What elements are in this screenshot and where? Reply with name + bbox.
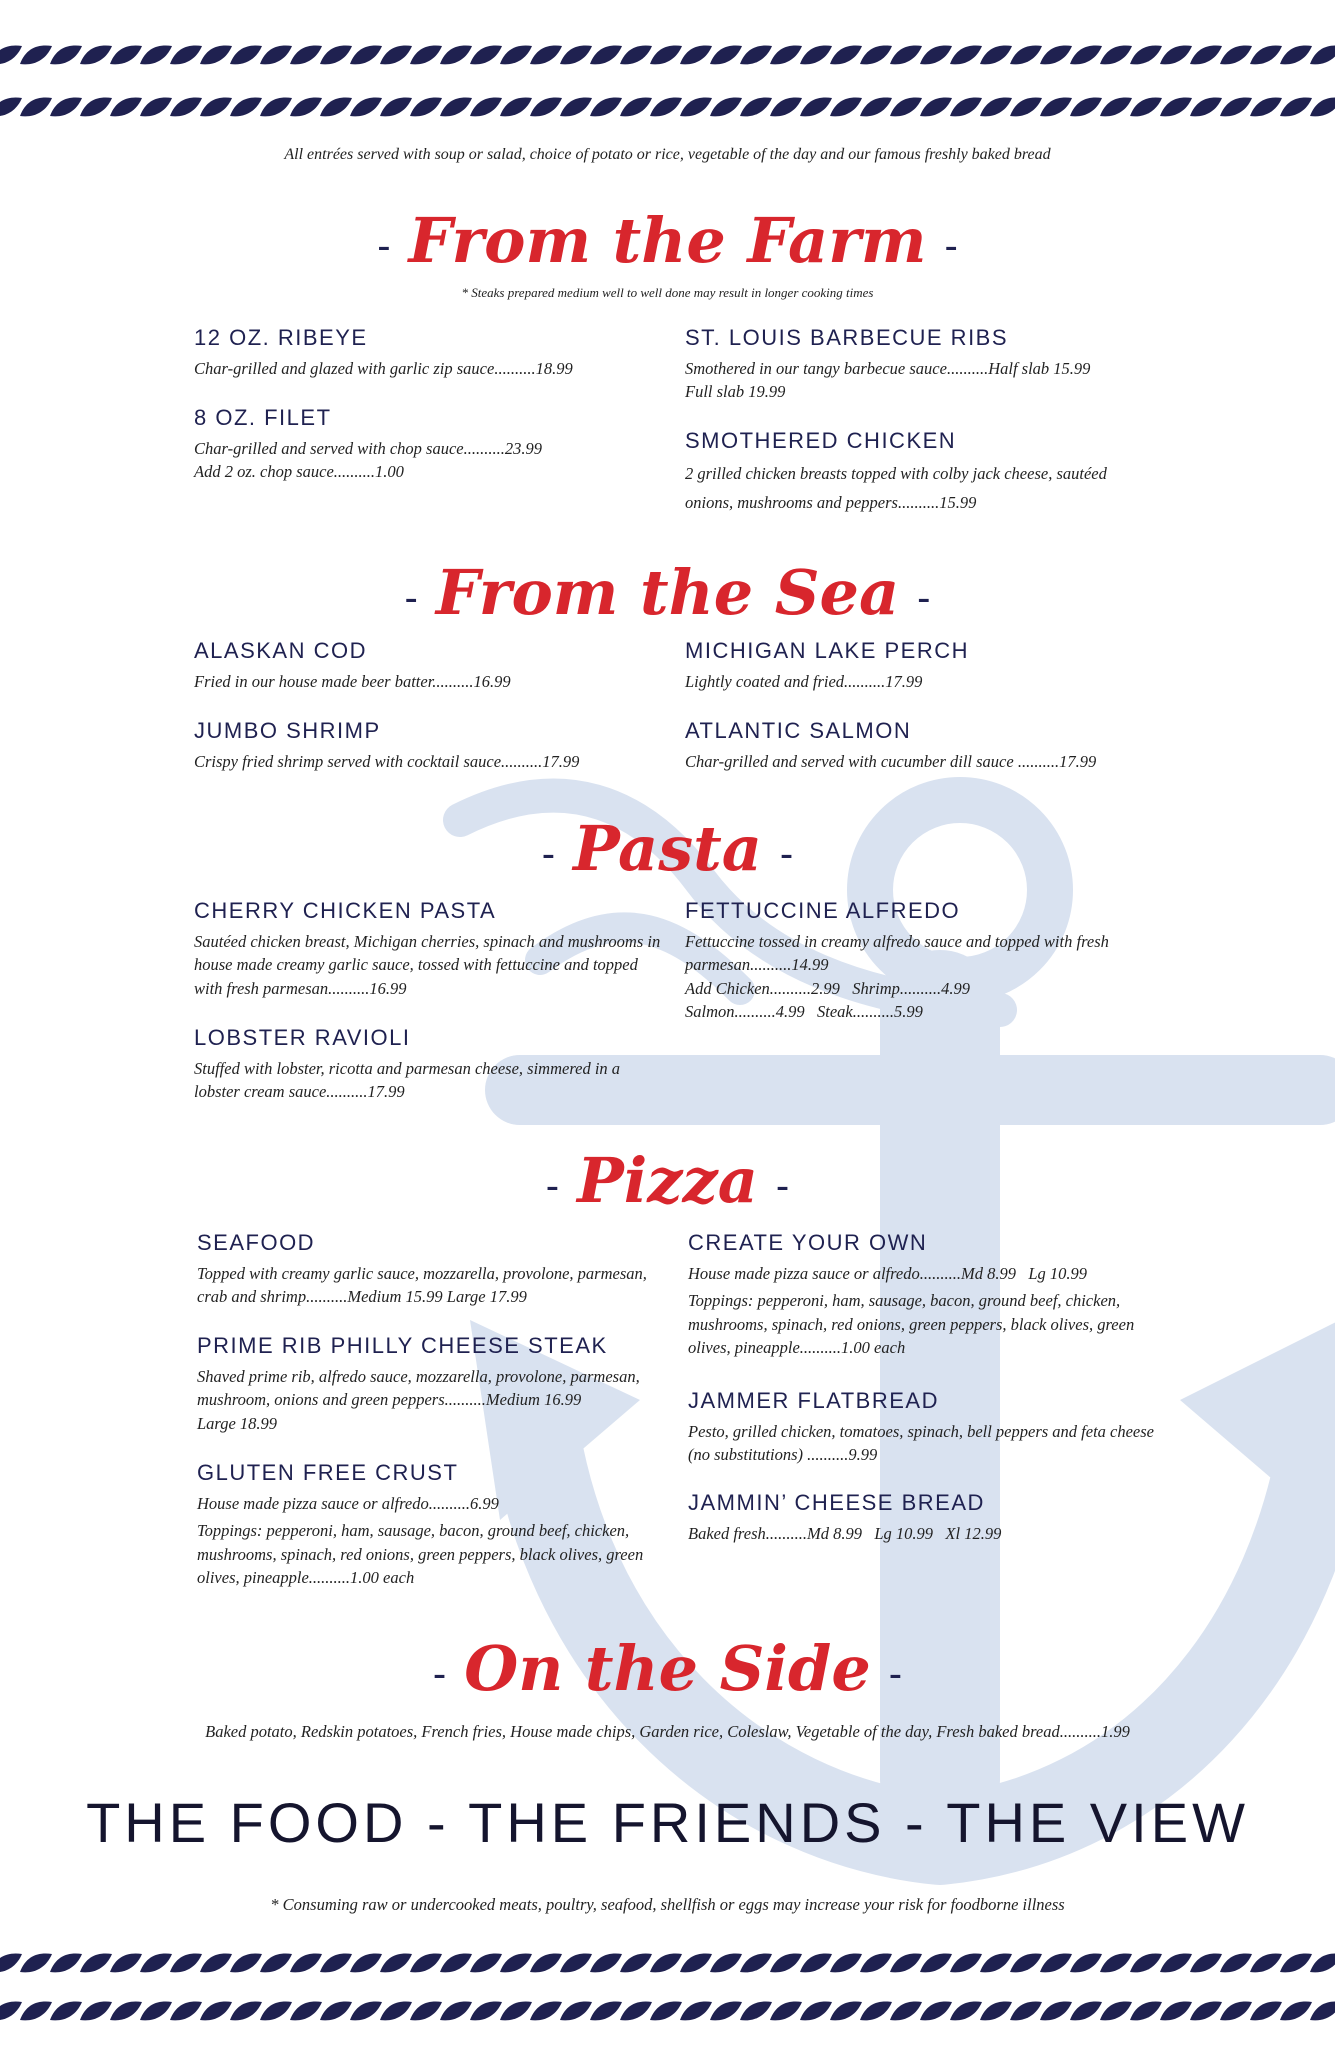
item-name: PRIME RIB PHILLY CHEESE STEAK [197, 1333, 608, 1358]
rope-strand [320, 98, 352, 117]
rope-strand [1010, 46, 1042, 65]
rope-strand [1130, 46, 1162, 65]
rope-strand [1250, 2002, 1282, 2021]
menu-item [685, 718, 1155, 773]
section-title-sea [0, 556, 1335, 629]
rope-strand [1220, 2002, 1252, 2021]
rope-strand [230, 1954, 262, 1973]
rope-strand [0, 1954, 22, 1973]
item-desc: Char-grilled and glazed with garlic zip sauce..........18.99 [194, 359, 573, 378]
rope-strand [1310, 98, 1335, 117]
section-title-side-text: On the Side [464, 1632, 871, 1705]
rope-strand [740, 46, 772, 65]
rope-border-icon [0, 2000, 1335, 2022]
item-desc: Baked fresh..........Md 8.99 Lg 10.99 Xl 12.99 [688, 1524, 1002, 1543]
rope-strand [590, 2002, 622, 2021]
section-title-farm [0, 204, 1335, 277]
rope-strand [920, 1954, 952, 1973]
rope-strand [260, 1954, 292, 1973]
rope-strand [230, 46, 262, 65]
rope-strand [890, 46, 922, 65]
rope-strand [860, 1954, 892, 1973]
section-title-sea-text: From the Sea [435, 556, 900, 629]
rope-strand [590, 98, 622, 117]
rope-border-icon [0, 1952, 1335, 1974]
rope-strand [980, 98, 1012, 117]
rope-strand [590, 46, 622, 65]
item-desc: Shaved prime rib, alfredo sauce, mozzarella, provolone, parmesan, mushroom, onions and green peppers..........Medium 16.99 [197, 1367, 640, 1410]
rope-strand [470, 98, 502, 117]
rope-strand [80, 46, 112, 65]
rope-strand [290, 2002, 322, 2021]
rope-strand [980, 1954, 1012, 1973]
rope-strand [680, 1954, 712, 1973]
rope-strand [740, 1954, 772, 1973]
rope-strand [350, 1954, 382, 1973]
rope-strand [1040, 2002, 1072, 2021]
item-desc: House made pizza sauce or alfredo..........Md 8.99 Lg 10.99 [688, 1264, 1088, 1283]
section-title-pizza [0, 1144, 1335, 1217]
rope-strand [440, 46, 472, 65]
rope-strand [1160, 2002, 1192, 2021]
section-title-pizza-text: Pizza [577, 1144, 758, 1217]
tagline: THE FOOD - THE FRIENDS - THE VIEW [86, 1791, 1249, 1854]
rope-strand [1100, 1954, 1132, 1973]
rope-strand [950, 2002, 982, 2021]
rope-strand [290, 46, 322, 65]
rope-strand [1070, 1954, 1102, 1973]
rope-strand [800, 1954, 832, 1973]
rope-strand [650, 46, 682, 65]
rope-strand [410, 98, 442, 117]
rope-strand [1190, 2002, 1222, 2021]
rope-strand [1100, 46, 1132, 65]
rope-strand [950, 98, 982, 117]
rope-strand [740, 98, 772, 117]
rope-strand [1160, 98, 1192, 117]
rope-strand [1160, 1954, 1192, 1973]
rope-strand [1040, 1954, 1072, 1973]
rope-strand [860, 98, 892, 117]
rope-strand [470, 46, 502, 65]
rope-strand [1130, 1954, 1162, 1973]
intro-note: All entrées served with soup or salad, choice of potato or rice, vegetable of the day and our famous freshly baked bread [284, 146, 1051, 163]
rope-strand [710, 1954, 742, 1973]
rope-strand [140, 1954, 172, 1973]
rope-strand [320, 1954, 352, 1973]
rope-strand [170, 1954, 202, 1973]
rope-strand [560, 1954, 592, 1973]
item-desc: Smothered in our tangy barbecue sauce..........Half slab 15.99 [685, 359, 1091, 378]
rope-border-icon [0, 44, 1335, 66]
item-desc: Lightly coated and fried..........17.99 [685, 672, 923, 691]
rope-strand [530, 1954, 562, 1973]
footer-note: * Consuming raw or undercooked meats, poultry, seafood, shellfish or eggs may increase your risk for foodborne illness [270, 1895, 1065, 1914]
rope-strand [1310, 2002, 1335, 2021]
rope-strand [890, 98, 922, 117]
side-line: Baked potato, Redskin potatoes, French fries, House made chips, Garden rice, Coleslaw, Vegetable of the day, Fresh baked bread..........1.99 [205, 1722, 1130, 1741]
rope-border-icon [0, 96, 1335, 118]
menu-item [194, 325, 664, 380]
rope-strand [890, 2002, 922, 2021]
rope-strand [380, 98, 412, 117]
rope-strand [1190, 1954, 1222, 1973]
section-title-farm-text: From the Farm [408, 204, 927, 277]
menu-item [688, 1388, 1158, 1467]
rope-strand [1280, 46, 1312, 65]
rope-strand [350, 98, 382, 117]
rope-strand [230, 98, 262, 117]
rope-strand [560, 98, 592, 117]
rope-strand [320, 46, 352, 65]
item-desc: House made pizza sauce or alfredo..........6.99 [197, 1494, 499, 1513]
title-dash: - [545, 1164, 560, 1208]
rope-strand [770, 1954, 802, 1973]
rope-strand [1160, 46, 1192, 65]
rope-strand [1010, 2002, 1042, 2021]
rope-strand [80, 98, 112, 117]
title-dash: - [775, 1164, 790, 1208]
rope-strand [170, 2002, 202, 2021]
item-name: JAMMIN’ CHEESE BREAD [688, 1490, 985, 1515]
rope-strand [20, 98, 52, 117]
rope-strand [830, 1954, 862, 1973]
rope-strand [500, 98, 532, 117]
item-desc: Crispy fried shrimp served with cocktail sauce..........17.99 [194, 752, 580, 771]
rope-strand [800, 2002, 832, 2021]
section-title-side [0, 1632, 1335, 1705]
rope-strand [710, 2002, 742, 2021]
rope-strand [830, 98, 862, 117]
rope-strand [410, 1954, 442, 1973]
item-name: LOBSTER RAVIOLI [194, 1025, 411, 1050]
rope-strand [980, 46, 1012, 65]
rope-strand [530, 98, 562, 117]
rope-strand [1280, 98, 1312, 117]
rope-strand [200, 98, 232, 117]
menu-item [685, 428, 1155, 518]
title-dash: - [541, 832, 556, 876]
rope-strand [650, 2002, 682, 2021]
rope-strand [620, 1954, 652, 1973]
rope-strand [620, 2002, 652, 2021]
rope-strand [260, 98, 292, 117]
rope-strand [50, 46, 82, 65]
rope-strand [1100, 98, 1132, 117]
item-desc: Stuffed with lobster, ricotta and parmesan cheese, simmered in a lobster cream sauce..........17.99 [194, 1059, 621, 1102]
rope-strand [0, 2002, 22, 2021]
title-dash: - [944, 224, 958, 268]
rope-strand [410, 46, 442, 65]
rope-strand [1040, 98, 1072, 117]
rope-strand [1220, 46, 1252, 65]
menu-item [194, 718, 664, 773]
rope-strand [710, 98, 742, 117]
item-name: CHERRY CHICKEN PASTA [194, 898, 497, 923]
rope-strand [0, 98, 22, 117]
rope-strand [80, 2002, 112, 2021]
rope-strand [650, 1954, 682, 1973]
rope-strand [860, 46, 892, 65]
title-dash: - [377, 224, 391, 268]
rope-strand [350, 46, 382, 65]
rope-strand [530, 46, 562, 65]
item-addon: Salmon..........4.99 Steak..........5.99 [685, 1002, 923, 1022]
item-name: FETTUCCINE ALFREDO [685, 898, 961, 923]
item-name: 12 OZ. RIBEYE [194, 325, 368, 350]
item-desc: Sautéed chicken breast, Michigan cherries, spinach and mushrooms in house made creamy garlic sauce, tossed with fettuccine and topped with fresh parmesan..........16.99 [194, 932, 661, 998]
rope-strand [170, 98, 202, 117]
rope-strand [1070, 46, 1102, 65]
rope-strand [770, 46, 802, 65]
rope-strand [830, 46, 862, 65]
menu-item [197, 1230, 667, 1309]
item-name: GLUTEN FREE CRUST [197, 1460, 459, 1485]
rope-strand [1280, 2002, 1312, 2021]
rope-strand [1070, 98, 1102, 117]
rope-strand [740, 2002, 772, 2021]
rope-strand [20, 46, 52, 65]
rope-strand [470, 2002, 502, 2021]
rope-strand [770, 2002, 802, 2021]
rope-strand [1190, 46, 1222, 65]
rope-strand [1100, 2002, 1132, 2021]
rope-strand [380, 46, 412, 65]
menu-item [685, 898, 1155, 1024]
rope-strand [1010, 98, 1042, 117]
menu-item [194, 1025, 664, 1104]
item-desc: 2 grilled chicken breasts topped with colby jack cheese, sautéed onions, mushrooms and peppers..........15.99 [685, 464, 1107, 512]
item-name: ATLANTIC SALMON [685, 718, 912, 743]
item-desc: Toppings: pepperoni, ham, sausage, bacon, ground beef, chicken, mushrooms, spinach, red onions, green peppers, black olives, green olives, pineapple..........1.00 each [688, 1291, 1135, 1358]
rope-strand [1280, 1954, 1312, 1973]
rope-strand [890, 1954, 922, 1973]
rope-strand [800, 98, 832, 117]
rope-strand [1010, 1954, 1042, 1973]
rope-strand [260, 46, 292, 65]
rope-strand [50, 98, 82, 117]
rope-strand [200, 46, 232, 65]
rope-strand [710, 46, 742, 65]
rope-strand [140, 98, 172, 117]
rope-strand [770, 98, 802, 117]
menu-item [194, 638, 664, 693]
section-title-pasta [0, 812, 1335, 885]
rope-strand [230, 2002, 262, 2021]
rope-strand [110, 46, 142, 65]
rope-strand [590, 1954, 622, 1973]
menu-item [194, 405, 664, 484]
title-dash: - [779, 832, 794, 876]
rope-strand [680, 2002, 712, 2021]
rope-strand [1250, 98, 1282, 117]
rope-strand [920, 46, 952, 65]
rope-strand [140, 46, 172, 65]
item-desc: Fried in our house made beer batter..........16.99 [194, 672, 511, 691]
item-name: SEAFOOD [197, 1230, 316, 1255]
rope-strand [620, 46, 652, 65]
item-name: ST. LOUIS BARBECUE RIBS [685, 325, 1009, 350]
menu-item [197, 1460, 667, 1590]
rope-strand [920, 98, 952, 117]
rope-strand [140, 2002, 172, 2021]
item-name: CREATE YOUR OWN [688, 1230, 928, 1255]
item-desc: Toppings: pepperoni, ham, sausage, bacon, ground beef, chicken, mushrooms, spinach, red onions, green peppers, black olives, green olives, pineapple..........1.00 each [197, 1521, 644, 1588]
rope-strand [380, 1954, 412, 1973]
menu-item [197, 1333, 667, 1435]
item-desc: Full slab 19.99 [685, 382, 786, 402]
rope-strand [680, 46, 712, 65]
item-name: JAMMER FLATBREAD [688, 1388, 939, 1413]
menu-item [688, 1490, 1158, 1545]
menu-item [688, 1230, 1158, 1360]
rope-strand [980, 2002, 1012, 2021]
menu-item [194, 898, 664, 1000]
item-name: MICHIGAN LAKE PERCH [685, 638, 969, 663]
rope-strand [530, 2002, 562, 2021]
rope-strand [200, 1954, 232, 1973]
rope-strand [440, 1954, 472, 1973]
rope-strand [620, 98, 652, 117]
rope-strand [50, 2002, 82, 2021]
rope-strand [950, 1954, 982, 1973]
rope-strand [560, 2002, 592, 2021]
rope-strand [200, 2002, 232, 2021]
item-name: ALASKAN COD [194, 638, 367, 663]
rope-strand [110, 1954, 142, 1973]
rope-strand [1130, 98, 1162, 117]
title-dash: - [917, 576, 931, 620]
item-desc: Large 18.99 [197, 1413, 278, 1433]
item-desc: Fettuccine tossed in creamy alfredo sauce and topped with fresh parmesan..........14.99 [685, 932, 1109, 975]
item-addon: Add Chicken..........2.99 Shrimp..........4.99 [685, 978, 971, 998]
rope-strand [80, 1954, 112, 1973]
rope-strand [0, 46, 22, 65]
rope-strand [110, 2002, 142, 2021]
rope-strand [20, 2002, 52, 2021]
title-dash: - [432, 1652, 447, 1696]
rope-strand [1250, 1954, 1282, 1973]
item-desc: Char-grilled and served with chop sauce..........23.99 [194, 439, 542, 458]
item-desc: Topped with creamy garlic sauce, mozzarella, provolone, parmesan, crab and shrimp..........Medium 15.99 Large 17.99 [197, 1264, 647, 1307]
title-dash: - [404, 576, 418, 620]
rope-strand [680, 98, 712, 117]
rope-strand [20, 1954, 52, 1973]
rope-strand [290, 98, 322, 117]
rope-strand [1220, 1954, 1252, 1973]
rope-strand [860, 2002, 892, 2021]
rope-strand [920, 2002, 952, 2021]
rope-strand [380, 2002, 412, 2021]
rope-strand [560, 46, 592, 65]
item-desc: Pesto, grilled chicken, tomatoes, spinach, bell peppers and feta cheese (no substitutions) ..........9.99 [688, 1422, 1155, 1465]
rope-strand [110, 98, 142, 117]
menu-item [685, 638, 1155, 693]
rope-strand [170, 46, 202, 65]
rope-strand [1190, 98, 1222, 117]
rope-strand [50, 1954, 82, 1973]
rope-strand [830, 2002, 862, 2021]
rope-strand [260, 2002, 292, 2021]
rope-strand [1040, 46, 1072, 65]
rope-strand [500, 46, 532, 65]
title-dash: - [888, 1652, 903, 1696]
rope-strand [1310, 46, 1335, 65]
rope-strand [470, 1954, 502, 1973]
item-name: 8 OZ. FILET [194, 405, 332, 430]
rope-strand [1070, 2002, 1102, 2021]
section-title-pasta-text: Pasta [573, 812, 762, 885]
item-desc: Add 2 oz. chop sauce..........1.00 [194, 462, 404, 482]
rope-strand [500, 2002, 532, 2021]
rope-strand [1250, 46, 1282, 65]
menu-item [685, 325, 1155, 404]
rope-strand [350, 2002, 382, 2021]
rope-strand [1310, 1954, 1335, 1973]
rope-strand [410, 2002, 442, 2021]
rope-strand [650, 98, 682, 117]
rope-strand [1220, 98, 1252, 117]
rope-strand [500, 1954, 532, 1973]
rope-strand [800, 46, 832, 65]
item-name: JUMBO SHRIMP [194, 718, 381, 743]
rope-strand [290, 1954, 322, 1973]
item-desc: Char-grilled and served with cucumber dill sauce ..........17.99 [685, 752, 1097, 771]
rope-strand [1130, 2002, 1162, 2021]
rope-strand [440, 98, 472, 117]
rope-strand [320, 2002, 352, 2021]
rope-strand [440, 2002, 472, 2021]
item-name: SMOTHERED CHICKEN [685, 428, 957, 453]
rope-strand [950, 46, 982, 65]
farm-note: * Steaks prepared medium well to well done may result in longer cooking times [461, 285, 874, 300]
